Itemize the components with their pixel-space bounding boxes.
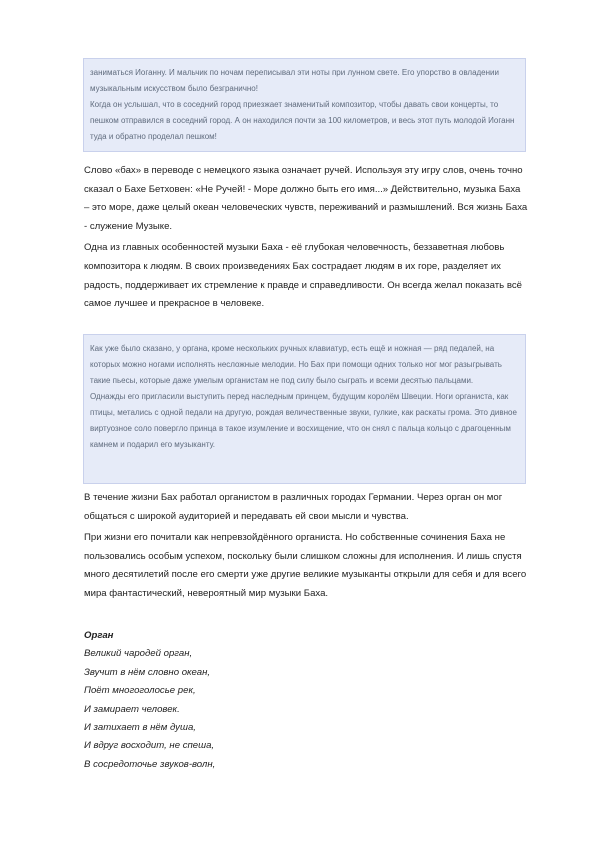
body-paragraph: Слово «бах» в переводе с немецкого языка означает ручей. Используя эту игру слов, очень точно сказал о Бахе Бетховен: «Не Ручей! - Море должно быть его имя...» Действительно, музыка Баха – это море, даже целый океан человеческих чувств, переживаний и размышлений. Вся жизнь Баха - служение Музыке. — [84, 165, 528, 232]
poem-line: Великий чародей орган, — [84, 648, 193, 660]
note-paragraph: Однажды его пригласили выступить перед наследным принцем, будущим королём Швеции. Ноги органиста, как птицы, метались с одной педали на другую, рождая величественные звуки, гулкие, как раскаты грома. Это дивное виртуозное соло повергло принца в такое изумление и восхищение, что он снял с пальца кольцо с драгоценным камнем и подарил его музыканту. — [90, 392, 517, 449]
note-box-childhood — [83, 58, 526, 152]
poem-line: И затихает в нём душа, — [84, 722, 196, 734]
poem-line: В сосредоточье звуков-волн, — [84, 758, 216, 770]
text-section-organist — [84, 489, 528, 607]
text-section-sea — [84, 162, 528, 317]
poem — [84, 627, 384, 774]
poem-line: И замирает человек. — [84, 703, 180, 715]
poem-line: И вдруг восходит, не спеша, — [84, 740, 215, 752]
note-paragraph: заниматься Иоганну. И мальчик по ночам переписывал эти ноты при лунном свете. Его упорство в овладении музыкальным искусством было безгранично! — [90, 68, 499, 93]
poem-line: Поёт многоголосье рек, — [84, 685, 196, 697]
note-box-pedals — [83, 334, 526, 484]
poem-line: Звучит в нём словно океан, — [84, 666, 211, 678]
poem-title: Орган — [84, 630, 114, 641]
body-paragraph: Одна из главных особенностей музыки Баха - её глубокая человечность, беззаветная любовь композитора к людям. В своих произведениях Бах сострадает людям в их горе, разделяет их радость, поддерживает их стремление к правде и справедливости. Он всегда желал показать всё самое лучшее и прекрасное в человеке. — [84, 242, 522, 310]
body-paragraph: В течение жизни Бах работал органистом в различных городах Германии. Через орган он мог общаться с широкой аудиторией и передавать ей свои мысли и чувства. — [84, 492, 503, 522]
note-paragraph: Как уже было сказано, у органа, кроме нескольких ручных клавиатур, есть ещё и ножная — ряд педалей, на которых можно ногами исполнять несложные мелодии. Но Бах при помощи одних только ног мог разыгрывать такие пьесы, которые даже умелым органистам не под силу было сыграть и всеми десятью пальцами. — [90, 344, 502, 385]
note-paragraph: Когда он услышал, что в соседний город приезжает знаменитый композитор, чтобы давать свои концерты, то пешком отправился в соседний город. А он находился почти за 100 километров, и весь этот путь молодой Иоганн туда и обратно проделал пешком! — [90, 100, 515, 141]
body-paragraph: При жизни его почитали как непревзойдённого органиста. Но собственные сочинения Баха не пользовались особым успехом, поскольку были слишком сложны для исполнения. И лишь спустя много десятилетий после его смерти уже другие великие музыканты открыли для себя и для всего мира фантастический, невероятный мир музыки Баха. — [84, 532, 527, 599]
